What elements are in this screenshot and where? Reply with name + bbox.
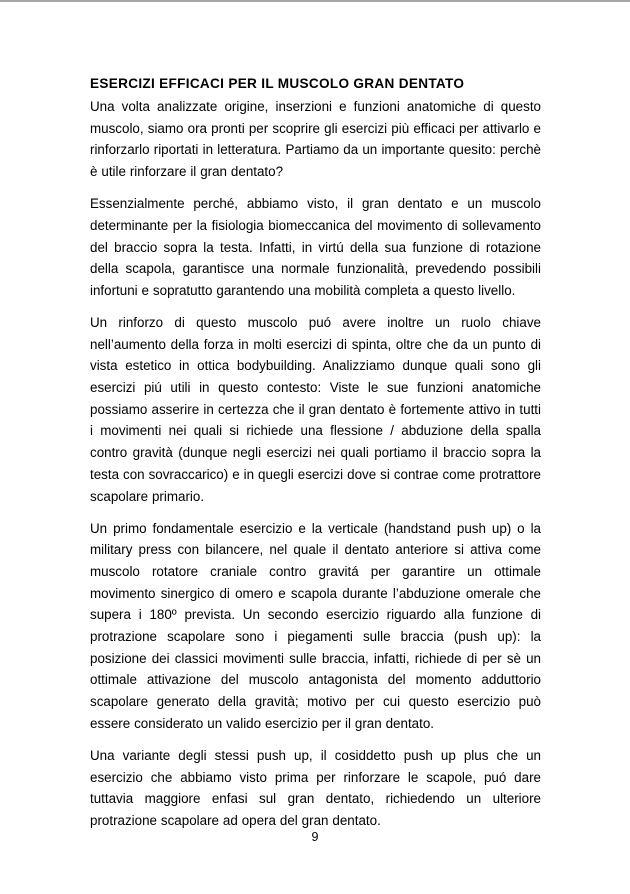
document-title: ESERCIZI EFFICACI PER IL MUSCOLO GRAN DENTATO	[90, 76, 465, 91]
body-paragraph-5: Una variante degli stessi push up, il cosiddetto push up plus che un esercizio che abbiamo visto prima per rinforzare le scapole, puó dare tuttavia maggiore enfasi sul gran dentato, richiedendo un ulteriore protrazione scapolare ad opera del gran dentato.	[90, 747, 541, 828]
page-top-divider	[0, 0, 630, 2]
page-number: 9	[311, 830, 319, 844]
body-paragraph-3: Un rinforzo di questo muscolo puó avere inoltre un ruolo chiave nell’aumento della forza in molti esercizi di spinta, oltre che da un punto di vista estetico in ottica bodybuilding. Analizziamo dunque quali sono gli esercizi piú utili in questo contesto: Viste le sue funzioni anatomiche possiamo asserire in certezza che il gran dentato è fortemente attivo in tutti i movimenti nei quali si richiede una flessione / abduzione della spalla contro gravità (dunque negli esercizi nei quali portiamo il braccio sopra la testa con sovraccarico) e in quegli esercizi dove si contrae come protrattore scapolare primario.	[90, 314, 541, 504]
document-content	[90, 73, 541, 842]
body-paragraph-4: Un primo fondamentale esercizio e la verticale (handstand push up) o la military press con bilancere, nel quale il dentato anteriore si attiva come muscolo rotatore craniale contro gravitá per garantire un ottimale movimento sinergico di omero e scapola durante l’abduzione omerale che supera i 180º prevista. Un secondo esercizio riguardo alla funzione di protrazione scapolare sono i piegamenti sulle braccia (push up): la posizione dei classici movimenti sulle braccia, infatti, richiede di per sè un ottimale attivazione del muscolo antagonista del momento adduttorio scapolare generato della gravità; motivo per cui questo esercizio può essere considerato un valido esercizio per il gran dentato.	[90, 520, 541, 731]
body-paragraph-2: Essenzialmente perché, abbiamo visto, il gran dentato e un muscolo determinante per la fisiologia biomeccanica del movimento di sollevamento del braccio sopra la testa. Infatti, in virtú della sua funzione di rotazione della scapola, garantisce una normale funzionalità, prevedendo possibili infortuni e sopratutto garantendo una mobilità completa a questo livello.	[90, 196, 541, 298]
body-paragraph-1: Una volta analizzate origine, inserzioni e funzioni anatomiche di questo muscolo, siamo ora pronti per scoprire gli esercizi più efficaci per attivarlo e rinforzarlo riportati in letteratura. Partiamo da un importante quesito: perchè è utile rinforzare il gran dentato?	[90, 99, 541, 180]
